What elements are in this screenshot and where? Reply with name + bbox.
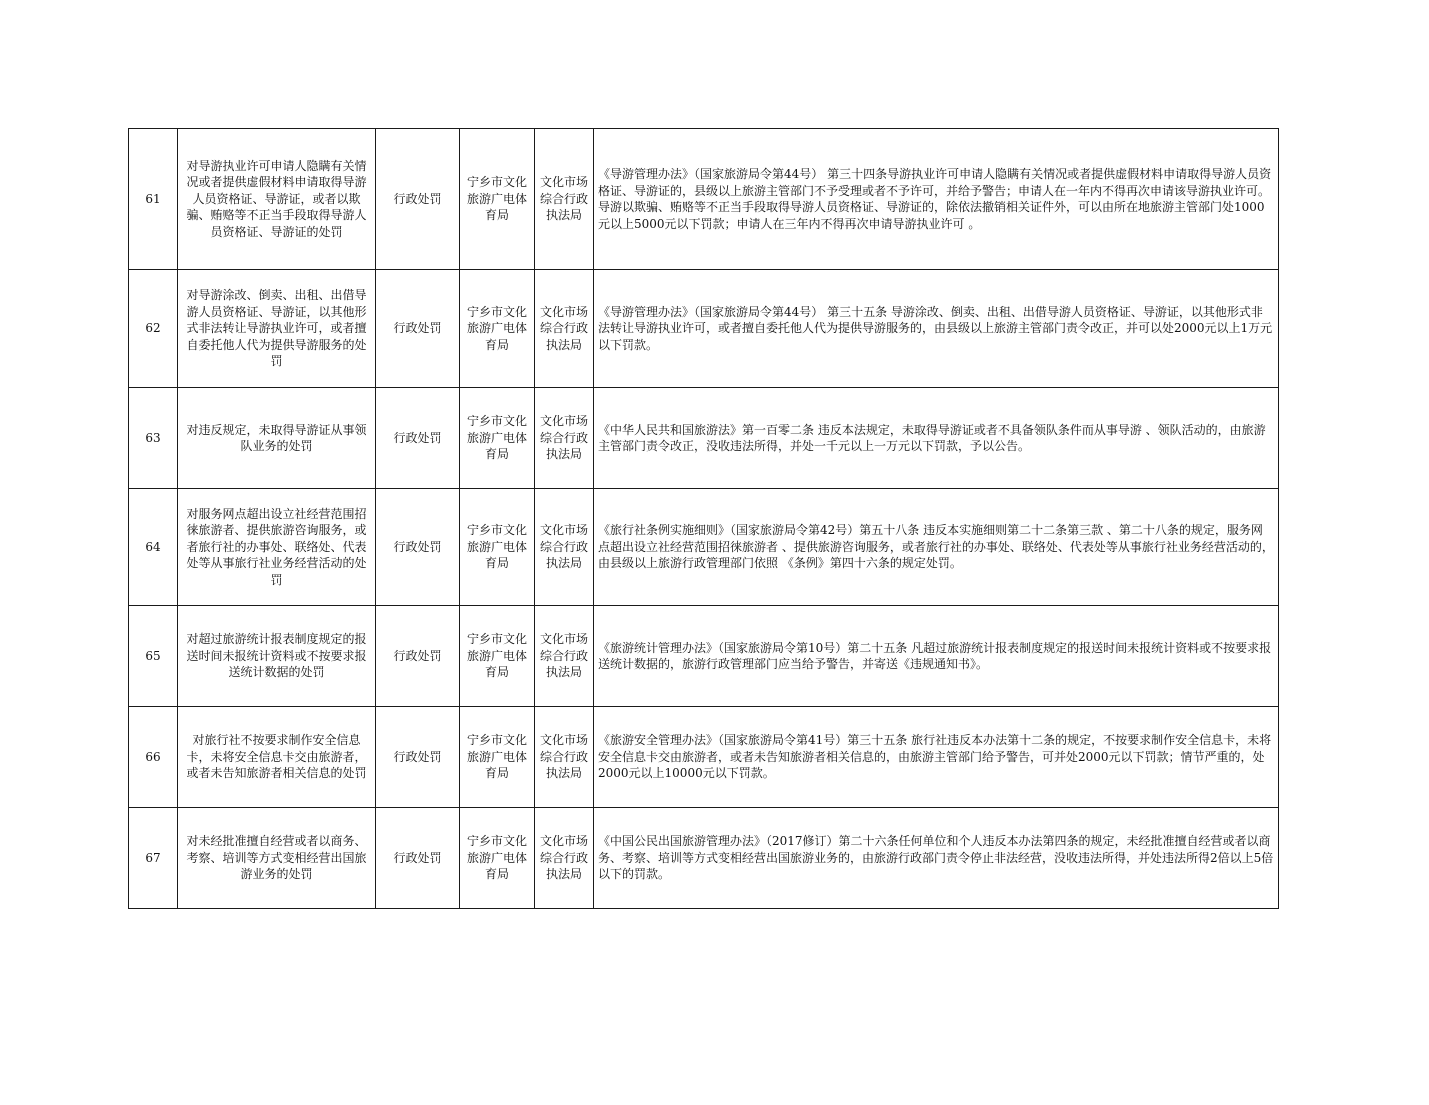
legal-basis-text: 《中华人民共和国旅游法》第一百零二条 违反本法规定，未取得导游证或者不具备领队条件而从事导游 、领队活动的，由旅游主管部门责令改正，没收违法所得，并处一千元以上一万元以下罚款，予以公告。 (598, 422, 1266, 453)
legal-basis-text: 《旅游安全管理办法》（国家旅游局令第41号）第三十五条 旅行社违反本办法第十二条的规定，不按要求制作安全信息卡，未将安全信息卡交由旅游者，或者未告知旅游者相关信息的，由旅游主管部门给予警告，可并处2000元以下罚款；情节严重的，处2000元以上10000元以下罚款。 (598, 733, 1272, 781)
table-row (129, 388, 1279, 489)
table-row (129, 707, 1279, 808)
responsible-department: 宁乡市文化旅游广电体育局 (460, 489, 535, 606)
legal-basis-text: 《导游管理办法》（国家旅游局令第44号） 第三十五条 导游涂改、倒卖、出租、出借导游人员资格证、导游证，以其他形式非法转让导游执业许可，或者擅自委托他人代为提供导游服务的，由县级以上旅游主管部门责令改正，并可以处2000元以上1万元以下罚款。 (598, 304, 1273, 352)
enforcement-agency: 文化市场综合行政执法局 (535, 489, 594, 606)
legal-basis (594, 270, 1279, 388)
responsible-department: 宁乡市文化旅游广电体育局 (460, 270, 535, 388)
row-number: 63 (129, 388, 178, 489)
enforcement-agency: 文化市场综合行政执法局 (535, 388, 594, 489)
penalty-item: 对超过旅游统计报表制度规定的报送时间未报统计资料或不按要求报送统计数据的处罚 (178, 606, 376, 707)
penalty-item: 对导游执业许可申请人隐瞒有关情况或者提供虚假材料申请取得导游人员资格证、导游证，或者以欺骗、贿赂等不正当手段取得导游人员资格证、导游证的处罚 (178, 129, 376, 270)
legal-basis (594, 388, 1279, 489)
responsible-department: 宁乡市文化旅游广电体育局 (460, 129, 535, 270)
penalty-item: 对服务网点超出设立社经营范围招徕旅游者、提供旅游咨询服务，或者旅行社的办事处、联络处、代表处等从事旅行社业务经营活动的处罚 (178, 489, 376, 606)
responsible-department: 宁乡市文化旅游广电体育局 (460, 606, 535, 707)
penalty-table-body (129, 129, 1279, 909)
penalty-type: 行政处罚 (376, 707, 460, 808)
row-number: 61 (129, 129, 178, 270)
penalty-type: 行政处罚 (376, 388, 460, 489)
table-row (129, 808, 1279, 909)
enforcement-agency: 文化市场综合行政执法局 (535, 270, 594, 388)
enforcement-agency: 文化市场综合行政执法局 (535, 606, 594, 707)
legal-basis-text: 《导游管理办法》（国家旅游局令第44号） 第三十四条导游执业许可申请人隐瞒有关情况或者提供虚假材料申请取得导游人员资格证、导游证的，县级以上旅游主管部门不予受理或者不予许可，并给予警告；申请人在一年内不得再次申请该导游执业许可。 (598, 167, 1272, 198)
penalty-type: 行政处罚 (376, 129, 460, 270)
row-number: 66 (129, 707, 178, 808)
legal-basis (594, 707, 1279, 808)
row-number: 62 (129, 270, 178, 388)
row-number: 67 (129, 808, 178, 909)
penalty-item: 对未经批准擅自经营或者以商务、考察、培训等方式变相经营出国旅游业务的处罚 (178, 808, 376, 909)
penalty-type: 行政处罚 (376, 270, 460, 388)
responsible-department: 宁乡市文化旅游广电体育局 (460, 707, 535, 808)
legal-basis (594, 606, 1279, 707)
enforcement-agency: 文化市场综合行政执法局 (535, 707, 594, 808)
penalty-item: 对违反规定，未取得导游证从事领队业务的处罚 (178, 388, 376, 489)
row-number: 64 (129, 489, 178, 606)
table-row (129, 270, 1279, 388)
responsible-department: 宁乡市文化旅游广电体育局 (460, 388, 535, 489)
table-row (129, 606, 1279, 707)
penalty-type: 行政处罚 (376, 606, 460, 707)
penalty-item: 对旅行社不按要求制作安全信息卡，未将安全信息卡交由旅游者，或者未告知旅游者相关信息的处罚 (178, 707, 376, 808)
penalty-type: 行政处罚 (376, 489, 460, 606)
penalty-item: 对导游涂改、倒卖、出租、出借导游人员资格证、导游证，以其他形式非法转让导游执业许可，或者擅自委托他人代为提供导游服务的处罚 (178, 270, 376, 388)
responsible-department: 宁乡市文化旅游广电体育局 (460, 808, 535, 909)
legal-basis (594, 808, 1279, 909)
penalty-type: 行政处罚 (376, 808, 460, 909)
table-row (129, 489, 1279, 606)
legal-basis (594, 129, 1279, 270)
penalty-table (128, 128, 1279, 909)
legal-basis-text-continued: 导游以欺骗、贿赂等不正当手段取得导游人员资格证、导游证的，除依法撤销相关证件外，可以由所在地旅游主管部门处1000元以上5000元以下罚款；申请人在三年内不得再次申请导游执业许可 。 (598, 200, 1265, 231)
legal-basis-text: 《旅游统计管理办法》（国家旅游局令第10号）第二十五条 凡超过旅游统计报表制度规定的报送时间未报统计资料或不按要求报送统计数据的，旅游行政管理部门应当给予警告，并寄送《违规通知书》。 (598, 640, 1272, 671)
enforcement-agency: 文化市场综合行政执法局 (535, 129, 594, 270)
legal-basis (594, 489, 1279, 606)
legal-basis-text: 《中国公民出国旅游管理办法》（2017修订）第二十六条任何单位和个人违反本办法第四条的规定，未经批准擅自经营或者以商务、考察、培训等方式变相经营出国旅游业务的，由旅游行政部门责令停止非法经营，没收违法所得，并处违法所得2倍以上5倍以下的罚款。 (598, 834, 1274, 882)
legal-basis-text: 《旅行社条例实施细则》（国家旅游局令第42号）第五十八条 违反本实施细则第二十二条第三款 、第二十八条的规定，服务网点超出设立社经营范围招徕旅游者 、提供旅游咨询服务，或者旅行社的办事处、联络处、代表处等从事旅行社业务经营活动的，由县级以上旅游行政管理部门依照 《条例》第四十六条的规定处罚。 (598, 523, 1274, 571)
table-row (129, 129, 1279, 270)
row-number: 65 (129, 606, 178, 707)
enforcement-agency: 文化市场综合行政执法局 (535, 808, 594, 909)
